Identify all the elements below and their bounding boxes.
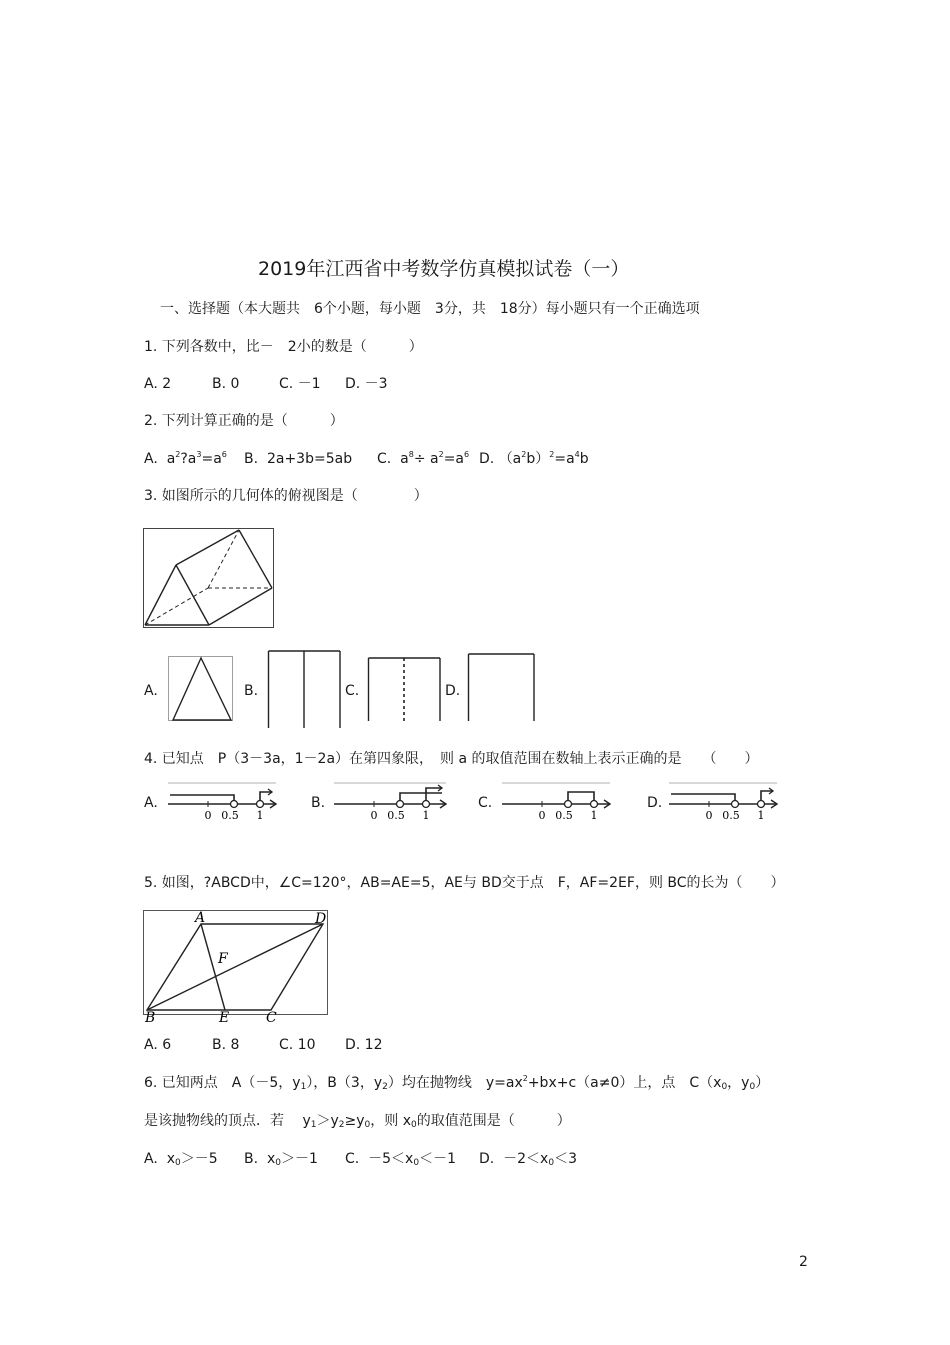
- question-5-stem: 5. 如图，?ABCD中，∠C=120°，AB=AE=5，AE与 BD交于点 F，AF=2EF，则 BC的长为（ ）: [144, 875, 785, 891]
- q4-option-c-label: C.: [478, 795, 493, 811]
- q5-option-d: D. 12: [345, 1037, 383, 1053]
- q4-b-tick-05: 0.5: [387, 809, 405, 822]
- q4-a-tick-05: 0.5: [221, 809, 239, 822]
- q4-b-tick-0: 0: [370, 809, 378, 822]
- question-4-stem: 4. 已知点 P（3－3a，1－2a）在第四象限， 则 a 的取值范围在数轴上表示正确的是 （ ）: [144, 751, 759, 767]
- q2-option-a: A. $a^2?a^3=a^6$: [144, 450, 227, 467]
- q4-option-a-label: A.: [144, 795, 158, 811]
- q4-b-tick-1: 1: [422, 809, 430, 822]
- question-1-stem: 1. 下列各数中，比－ 2小的数是（ ）: [144, 339, 423, 355]
- q5-label-b: B: [145, 1010, 156, 1026]
- q4-c-tick-0: 0: [538, 809, 546, 822]
- q4-d-tick-1: 1: [757, 809, 765, 822]
- question-6-stem-line1: 6. 已知两点 A（－5，$y_1$），B（3，$y_2$）均在抛物线 $y=ax^2+bx+c(a\ne 0)$上，点 $C(x_0$，$y_0$）: [144, 1074, 770, 1092]
- q3-option-c-rectangle: [368, 656, 442, 722]
- q4-a-tick-1: 1: [256, 809, 264, 822]
- q4-option-d-numberline: [669, 782, 781, 822]
- q5-label-a: A: [195, 910, 206, 926]
- q4-option-d-label: D.: [647, 795, 663, 811]
- question-6-stem-line2: 是该抛物线的顶点．若 $y_1>y_2\ge y_0$，则 $x_0$的取值范围是（ ）: [144, 1113, 571, 1130]
- q5-option-a: A. 6: [144, 1037, 172, 1053]
- q1-option-d: D. －3: [345, 376, 388, 392]
- q1-option-b: B. 0: [212, 376, 240, 392]
- q3-option-b-rectangle: [268, 649, 342, 729]
- q4-option-b-numberline: [334, 782, 449, 822]
- q3-option-a-triangle: [168, 656, 234, 722]
- q2-option-b: B. 2a+3b=5ab: [244, 451, 353, 467]
- exam-title: 2019年江西省中考数学仿真模拟试卷（一）: [258, 258, 630, 280]
- q6-option-d: D. $-2<x_0<3$: [479, 1151, 577, 1168]
- q5-label-e: E: [219, 1010, 230, 1026]
- q4-d-tick-05: 0.5: [722, 809, 740, 822]
- section-header: 一、选择题（本大题共 6个小题，每小题 3分，共 18分）每小题只有一个正确选项: [160, 301, 700, 317]
- q4-c-tick-05: 0.5: [555, 809, 573, 822]
- q4-option-c-numberline: [502, 782, 614, 822]
- q5-label-d: D: [315, 911, 327, 927]
- q5-parallelogram-figure: [143, 910, 329, 1026]
- q4-a-tick-0: 0: [204, 809, 212, 822]
- q3-option-b-label: B.: [244, 683, 259, 699]
- q1-option-a: A. 2: [144, 376, 172, 392]
- question-2-stem: 2. 下列计算正确的是（ ）: [144, 413, 344, 429]
- q5-option-b: B. 8: [212, 1037, 240, 1053]
- q1-option-c: C. －1: [279, 376, 321, 392]
- q3-option-a-label: A.: [144, 683, 158, 699]
- q3-option-c-label: C.: [345, 683, 360, 699]
- question-3-stem: 3. 如图所示的几何体的俯视图是（ ）: [144, 488, 428, 504]
- q4-c-tick-1: 1: [590, 809, 598, 822]
- q3-prism-figure: [143, 528, 275, 628]
- page-number: 2: [799, 1254, 808, 1270]
- q6-option-c: C. $-5<x_0<-1$: [345, 1151, 456, 1168]
- q4-option-b-label: B.: [311, 795, 326, 811]
- q2-option-c: C. $a^8\div a^2=a^6$: [377, 450, 470, 467]
- q5-label-c: C: [266, 1010, 277, 1026]
- q3-option-d-label: D.: [445, 683, 461, 699]
- q6-option-a: A. $x_0>-5$: [144, 1151, 218, 1168]
- q2-option-d: D. $(a^2b)^2=a^4b$: [479, 450, 589, 467]
- q3-option-d-rectangle: [468, 652, 536, 722]
- q5-option-c: C. 10: [279, 1037, 316, 1053]
- q4-d-tick-0: 0: [705, 809, 713, 822]
- q4-option-a-numberline: [168, 782, 280, 822]
- q5-label-f: F: [218, 951, 228, 967]
- q6-option-b: B. $x_0>-1$: [244, 1151, 318, 1168]
